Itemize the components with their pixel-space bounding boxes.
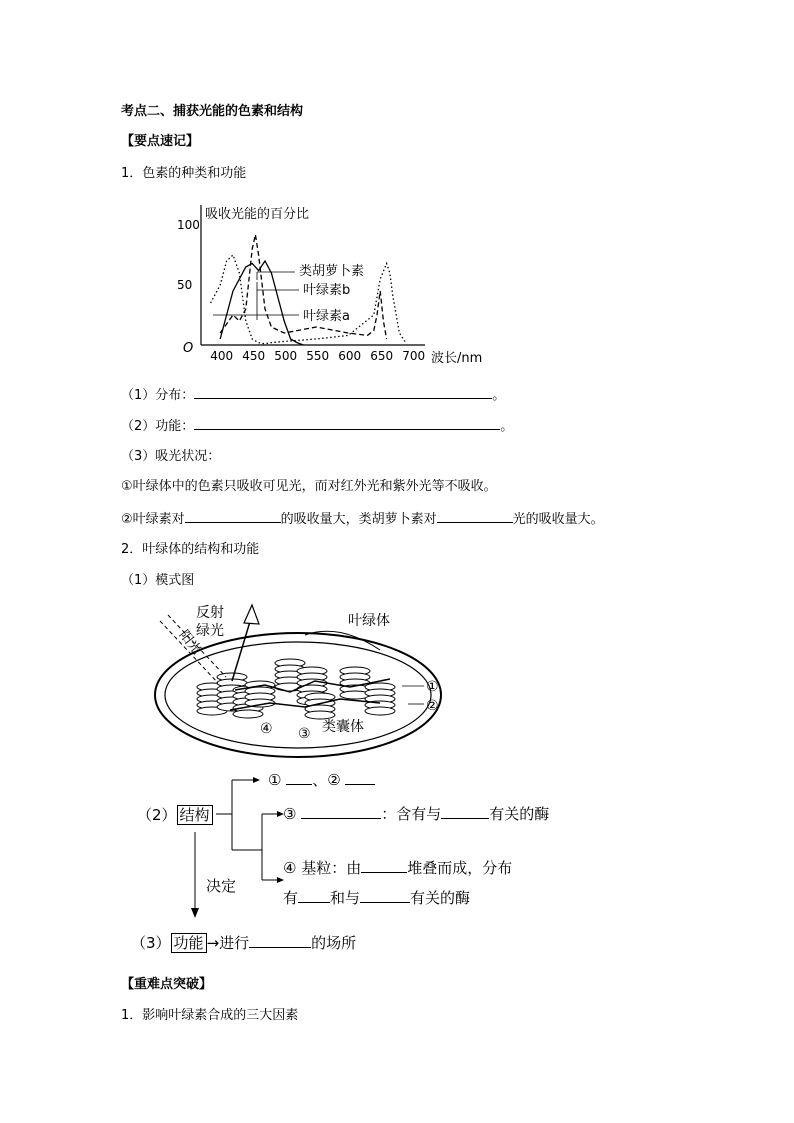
x-tick-label: 500: [274, 349, 298, 363]
branch-2-num: ③: [283, 805, 297, 823]
branch-1-blank1[interactable]: [286, 772, 312, 785]
q3-2-blank1[interactable]: [185, 510, 281, 523]
q1-label: （1）分布：: [121, 388, 195, 403]
q2-suffix: 。: [500, 419, 514, 434]
branch-3-blank2[interactable]: [298, 890, 330, 903]
q1: [121, 386, 505, 404]
branch-2-blank1[interactable]: [301, 806, 381, 819]
decide-label: 决定: [206, 877, 237, 895]
mark-3: ③: [298, 726, 311, 742]
branch-2-blank2[interactable]: [441, 806, 489, 819]
function-row: [131, 934, 356, 952]
branch-3: [283, 859, 512, 877]
item3-title: 1．影响叶绿素合成的三大因素: [121, 1008, 299, 1023]
branch-1-sep: 、②: [312, 771, 341, 789]
chloroplast-label: 叶绿体: [348, 613, 390, 629]
function-text-a: →进行: [206, 934, 250, 952]
branch-3-text-e: 有关的酶: [410, 889, 471, 907]
thylakoid-disc: [233, 710, 263, 718]
q2-label: （2）功能：: [121, 419, 195, 434]
branch-3b: [283, 889, 470, 907]
y-tick-label: 100: [177, 218, 200, 232]
sunlight-label: 阳光: [175, 627, 204, 658]
thylakoid-disc: [305, 711, 335, 719]
branch-2: [283, 805, 549, 823]
legend-chl-b: 叶绿素b: [303, 283, 351, 298]
mark-1: ①: [426, 679, 439, 695]
q3-2-part3: 光的吸收量大。: [512, 512, 604, 527]
q1-blank[interactable]: [194, 386, 492, 399]
thylakoid-label: 类囊体: [322, 719, 364, 735]
legend-chl-a: 叶绿素a: [303, 309, 350, 324]
reflected-arrowhead: [244, 605, 259, 624]
arrowhead-low: [277, 877, 284, 883]
reflect-label-1: 反射: [196, 605, 224, 621]
item2-title: 2．叶绿体的结构和功能: [121, 542, 260, 557]
q3-2-part2: 的吸收量大，类胡萝卜素对: [280, 512, 437, 527]
q2: [121, 417, 513, 435]
q3-2: [121, 510, 604, 528]
branch-3-blank3[interactable]: [360, 890, 410, 903]
branch-2-text-a: ：含有与: [381, 805, 442, 823]
branch-3-text-b: 堆叠而成，分布: [407, 859, 513, 877]
branch-1-blank2[interactable]: [345, 772, 375, 785]
branch-3-text-a: ④ 基粒：由: [283, 859, 362, 877]
origin-label: O: [183, 341, 194, 356]
branch-1-num: ①: [268, 771, 282, 789]
x-axis-label: 波长/nm: [431, 351, 483, 366]
structure-row: [137, 806, 213, 824]
q3-label: （3）吸光状况：: [121, 449, 221, 464]
q3-2-blank2[interactable]: [437, 510, 513, 523]
function-blank[interactable]: [249, 935, 311, 948]
legend-carotenoid: 类胡萝卜素: [299, 264, 365, 279]
function-box: 功能: [171, 933, 207, 953]
structure-prefix: （2）: [137, 806, 177, 824]
structure-box: 结构: [177, 805, 213, 825]
function-prefix: （3）: [131, 934, 171, 952]
difficulty-heading: 【重难点突破】: [121, 977, 213, 992]
branch-3-text-d: 和与: [330, 889, 361, 907]
mark-2: ②: [426, 698, 439, 714]
q2-blank[interactable]: [194, 417, 500, 430]
thylakoid-disc: [365, 707, 395, 715]
model-label: （1）模式图: [121, 573, 195, 588]
x-tick-label: 650: [370, 349, 394, 363]
y-axis-label: 吸收光能的百分比: [205, 207, 310, 222]
key-points-heading: 【要点速记】: [121, 134, 200, 149]
absorption-chart: [175, 200, 505, 370]
y-tick-label: 50: [177, 278, 193, 292]
decide-arrowhead: [191, 908, 199, 918]
x-tick-label: 700: [402, 349, 426, 363]
q3-1: ①叶绿体中的色素只吸收可见光，而对红外光和紫外光等不吸收。: [121, 479, 497, 494]
reflect-label-2: 绿光: [196, 623, 224, 639]
function-text-b: 的场所: [311, 934, 357, 952]
chloroplast-diagram: [140, 595, 470, 765]
branch-2-text-b: 有关的酶: [489, 805, 550, 823]
item1-title: 1．色素的种类和功能: [121, 166, 247, 181]
arrowhead-top: [253, 777, 260, 783]
mark-4: ④: [260, 721, 273, 737]
branch-3-text-c: 有: [283, 889, 299, 907]
x-tick-label: 400: [210, 349, 234, 363]
x-tick-label: 450: [242, 349, 266, 363]
x-tick-label: 550: [306, 349, 330, 363]
q3-2-part1: ②叶绿素对: [121, 512, 185, 527]
x-tick-label: 600: [338, 349, 362, 363]
branch-3-blank1[interactable]: [361, 860, 407, 873]
section-title: 考点二、捕获光能的色素和结构: [121, 104, 304, 119]
branch-1: [268, 771, 375, 789]
q1-suffix: 。: [492, 388, 506, 403]
